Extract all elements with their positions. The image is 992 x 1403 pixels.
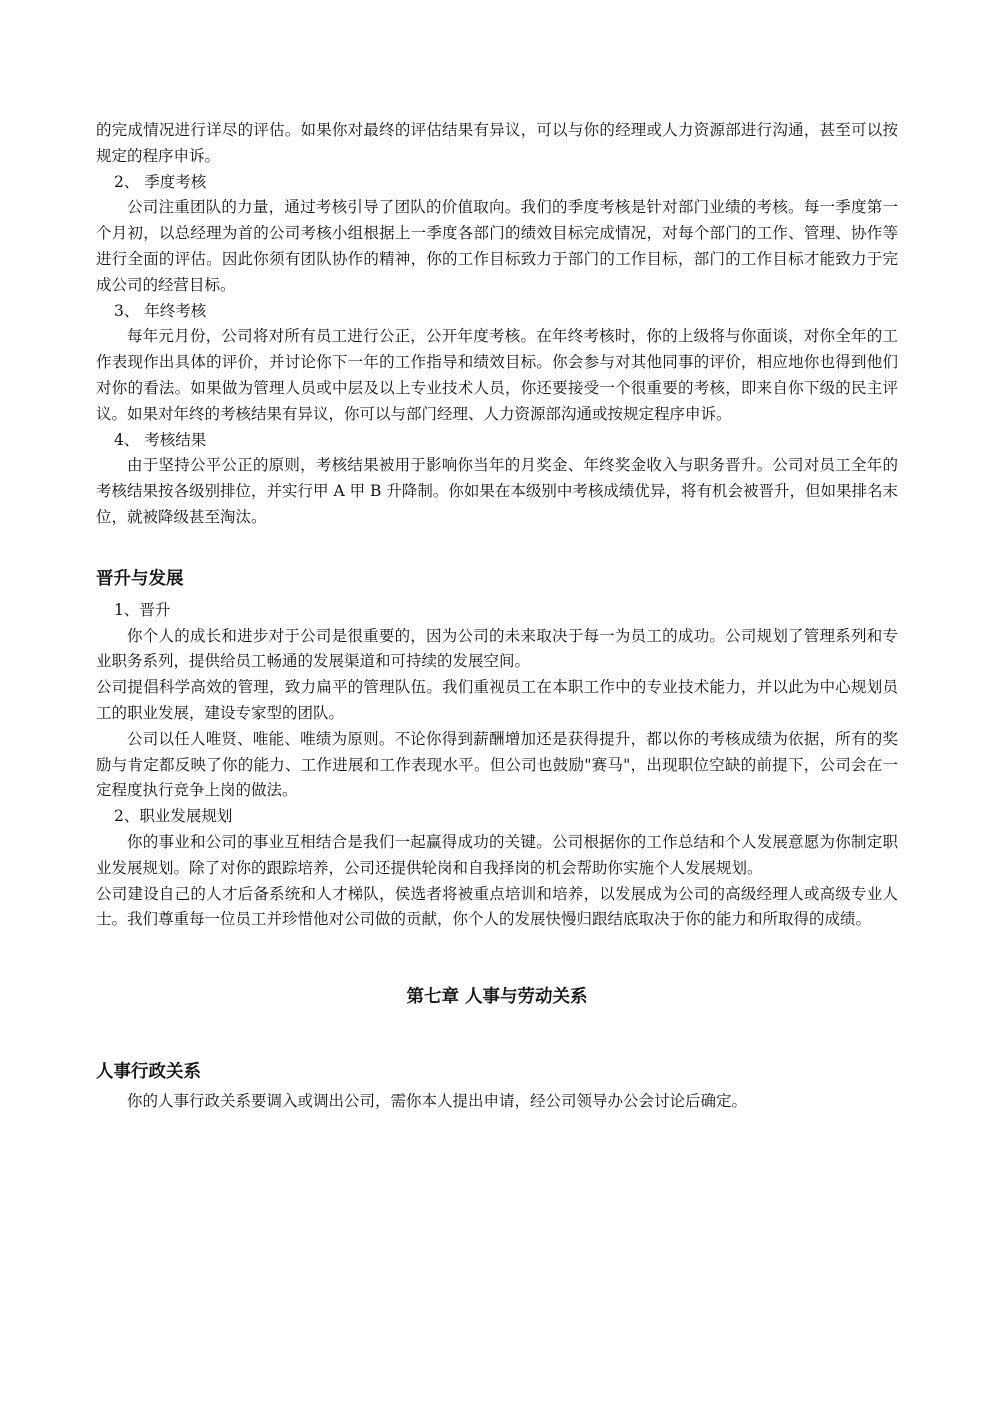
review-results-heading: 4、 考核结果 — [114, 430, 207, 449]
continued-paragraph: 的完成情况进行详尽的评估。如果你对最终的评估结果有异议，可以与你的经理或人力资源部进行沟通，甚至可以按规定的程序申诉。 — [96, 121, 898, 165]
annual-review-body: 每年元月份，公司将对所有员工进行公正，公开年度考核。在年终考核时，你的上级将与你面谈，对你全年的工作表现作出具体的评价，并讨论你下一年的工作指导和绩效目标。你会参与对其他同事的评价，相应地你也得到他们对你的看法。如果做为管理人员或中层及以上专业技术人员，你还要接受一个很重要的考核，即来自你下级的民主评议。如果对年终的考核结果有异议，你可以与部门经理、人力资源部沟通或按规定程序申诉。 — [96, 327, 898, 423]
promotion-heading: 1、晋升 — [114, 600, 171, 619]
career-plan-heading: 2、职业发展规划 — [114, 807, 233, 826]
review-results-body: 由于坚持公平公正的原则，考核结果被用于影响你当年的月奖金、年终奖金收入与职务晋升。公司对员工全年的考核结果按各级别排位，并实行甲 A 甲 B 升降制。你如果在本级别中考核成绩优异，将有机会被晋升，但如果排名末位，就被降级甚至淘汰。 — [96, 456, 898, 526]
promotion-paragraph-3: 公司以任人唯贤、唯能、唯绩为原则。不论你得到薪酬增加还是获得提升，都以你的考核成绩为依据，所有的奖励与肯定都反映了你的能力、工作进展和工作表现水平。但公司也鼓励"赛马"，出现职位空缺的前提下，公司会在一定程度执行竞争上岗的做法。 — [96, 729, 898, 800]
career-plan-paragraph-2: 公司建设自己的人才后备系统和人才梯队，侯选者将被重点培训和培养，以发展成为公司的高级经理人或高级专业人士。我们尊重每一位员工并珍惜他对公司做的贡献，你个人的发展快慢归跟结底取决于你的能力和所取得的成绩。 — [96, 884, 898, 929]
promotion-paragraph-1: 你个人的成长和进步对于公司是很重要的，因为公司的未来取决于每一为员工的成功。公司规划了管理系列和专业职务系列，提供给员工畅通的发展渠道和可持续的发展空间。 — [96, 626, 898, 671]
hr-relations-body: 你的人事行政关系要调入或调出公司，需你本人提出申请，经公司领导办公会讨论后确定。 — [127, 1092, 748, 1111]
section-title-hr: 人事行政关系 — [96, 1062, 201, 1083]
section-title-promotion: 晋升与发展 — [96, 568, 184, 589]
quarterly-review-heading: 2、 季度考核 — [114, 172, 207, 191]
chapter-title: 第七章 人事与劳动关系 — [406, 987, 588, 1008]
document-page — [96, 118, 898, 1115]
quarterly-review-body: 公司注重团队的力量，通过考核引导了团队的价值取向。我们的季度考核是针对部门业绩的考核。每一季度第一个月初，以总经理为首的公司考核小组根据上一季度各部门的绩效目标完成情况，对每个部门的工作、管理、协作等进行全面的评估。因此你须有团队协作的精神，你的工作目标致力于部门的工作目标，部门的工作目标才能致力于完成公司的经营目标。 — [96, 198, 898, 294]
promotion-paragraph-2: 公司提倡科学高效的管理，致力扁平的管理队伍。我们重视员工在本职工作中的专业技术能力，并以此为中心规划员工的职业发展，建设专家型的团队。 — [96, 678, 898, 722]
career-plan-paragraph-1: 你的事业和公司的事业互相结合是我们一起赢得成功的关键。公司根据你的工作总结和个人发展意愿为你制定职业发展规划。除了对你的跟踪培养，公司还提供轮岗和自我择岗的机会帮助你实施个人发展规划。 — [96, 832, 898, 877]
annual-review-heading: 3、 年终考核 — [114, 301, 207, 320]
